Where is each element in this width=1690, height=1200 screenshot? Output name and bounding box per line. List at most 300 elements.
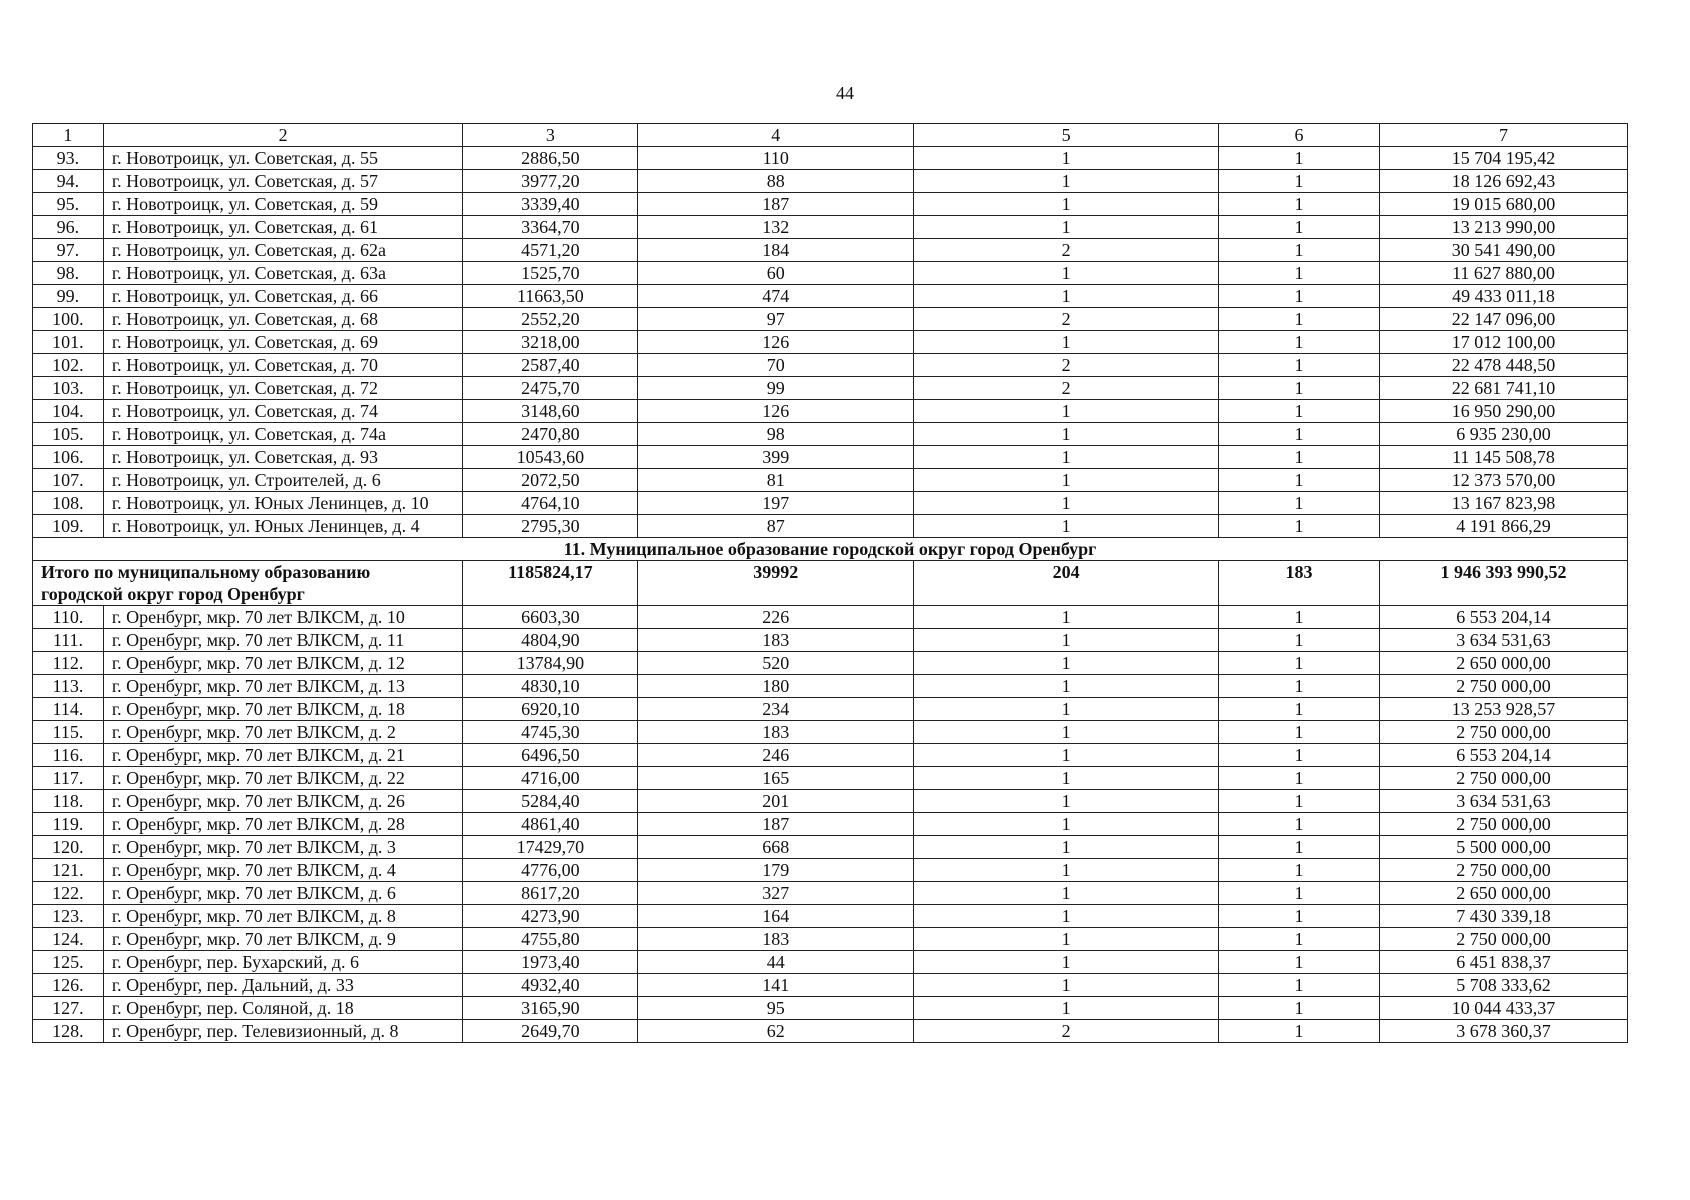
row-col-4: 98	[638, 423, 914, 446]
row-col-6: 1	[1219, 377, 1380, 400]
row-col-3: 3165,90	[463, 997, 638, 1020]
row-col-4: 95	[638, 997, 914, 1020]
row-number: 93.	[33, 147, 104, 170]
register-table	[32, 123, 1628, 1043]
row-col-4: 183	[638, 721, 914, 744]
row-col-6: 1	[1219, 744, 1380, 767]
row-col-4: 668	[638, 836, 914, 859]
row-col-3: 13784,90	[463, 652, 638, 675]
row-col-5: 1	[914, 400, 1219, 423]
row-col-3: 10543,60	[463, 446, 638, 469]
row-number: 108.	[33, 492, 104, 515]
row-col-6: 1	[1219, 974, 1380, 997]
row-col-3: 3977,20	[463, 170, 638, 193]
column-number: 2	[103, 124, 463, 147]
row-col-4: 180	[638, 675, 914, 698]
row-address: г. Новотроицк, ул. Юных Ленинцев, д. 10	[103, 492, 463, 515]
row-address: г. Оренбург, пер. Соляной, д. 18	[103, 997, 463, 1020]
row-col-7: 3 678 360,37	[1380, 1020, 1628, 1043]
row-address: г. Оренбург, пер. Телевизионный, д. 8	[103, 1020, 463, 1043]
table-row	[33, 1020, 1628, 1043]
row-address: г. Новотроицк, ул. Советская, д. 59	[103, 193, 463, 216]
row-col-4: 183	[638, 629, 914, 652]
row-number: 116.	[33, 744, 104, 767]
row-number: 95.	[33, 193, 104, 216]
row-col-3: 3364,70	[463, 216, 638, 239]
total-label: Итого по муниципальному образованию городской округ город Оренбург	[33, 561, 463, 606]
row-number: 101.	[33, 331, 104, 354]
row-col-5: 1	[914, 675, 1219, 698]
row-number: 114.	[33, 698, 104, 721]
row-number: 103.	[33, 377, 104, 400]
row-col-6: 1	[1219, 882, 1380, 905]
row-col-6: 1	[1219, 262, 1380, 285]
row-col-3: 5284,40	[463, 790, 638, 813]
row-col-7: 2 750 000,00	[1380, 767, 1628, 790]
row-number: 127.	[33, 997, 104, 1020]
row-address: г. Оренбург, мкр. 70 лет ВЛКСМ, д. 8	[103, 905, 463, 928]
row-col-6: 1	[1219, 423, 1380, 446]
row-col-5: 1	[914, 974, 1219, 997]
row-number: 119.	[33, 813, 104, 836]
row-col-7: 6 553 204,14	[1380, 606, 1628, 629]
row-number: 122.	[33, 882, 104, 905]
row-col-3: 4804,90	[463, 629, 638, 652]
row-col-7: 5 500 000,00	[1380, 836, 1628, 859]
row-col-4: 184	[638, 239, 914, 262]
row-col-4: 164	[638, 905, 914, 928]
row-col-5: 1	[914, 905, 1219, 928]
row-col-3: 17429,70	[463, 836, 638, 859]
table-row	[33, 170, 1628, 193]
row-col-7: 17 012 100,00	[1380, 331, 1628, 354]
table-row	[33, 147, 1628, 170]
row-col-4: 60	[638, 262, 914, 285]
table-row	[33, 446, 1628, 469]
table-row	[33, 492, 1628, 515]
row-address: г. Новотроицк, ул. Советская, д. 63а	[103, 262, 463, 285]
table-row	[33, 515, 1628, 538]
row-col-3: 2552,20	[463, 308, 638, 331]
row-col-4: 187	[638, 193, 914, 216]
row-col-3: 4755,80	[463, 928, 638, 951]
row-address: г. Новотроицк, ул. Советская, д. 57	[103, 170, 463, 193]
row-col-6: 1	[1219, 790, 1380, 813]
row-col-4: 226	[638, 606, 914, 629]
row-col-5: 1	[914, 836, 1219, 859]
row-address: г. Оренбург, мкр. 70 лет ВЛКСМ, д. 6	[103, 882, 463, 905]
row-address: г. Оренбург, пер. Дальний, д. 33	[103, 974, 463, 997]
row-number: 98.	[33, 262, 104, 285]
row-col-7: 16 950 290,00	[1380, 400, 1628, 423]
total-c7: 1 946 393 990,52	[1380, 561, 1628, 606]
row-address: г. Оренбург, мкр. 70 лет ВЛКСМ, д. 28	[103, 813, 463, 836]
row-number: 123.	[33, 905, 104, 928]
row-col-5: 1	[914, 882, 1219, 905]
row-address: г. Новотроицк, ул. Советская, д. 55	[103, 147, 463, 170]
row-col-5: 1	[914, 262, 1219, 285]
row-col-5: 1	[914, 469, 1219, 492]
table-row	[33, 354, 1628, 377]
row-col-3: 4861,40	[463, 813, 638, 836]
row-col-4: 234	[638, 698, 914, 721]
row-col-4: 474	[638, 285, 914, 308]
row-col-7: 13 167 823,98	[1380, 492, 1628, 515]
table-row	[33, 721, 1628, 744]
table-row	[33, 262, 1628, 285]
row-col-3: 8617,20	[463, 882, 638, 905]
row-col-5: 1	[914, 423, 1219, 446]
row-col-6: 1	[1219, 652, 1380, 675]
row-col-6: 1	[1219, 216, 1380, 239]
row-col-7: 22 147 096,00	[1380, 308, 1628, 331]
page-number: 44	[836, 83, 854, 103]
row-number: 110.	[33, 606, 104, 629]
row-col-4: 62	[638, 1020, 914, 1043]
row-col-4: 183	[638, 928, 914, 951]
table-row	[33, 652, 1628, 675]
row-number: 128.	[33, 1020, 104, 1043]
row-col-5: 1	[914, 997, 1219, 1020]
row-col-3: 4764,10	[463, 492, 638, 515]
table-row	[33, 193, 1628, 216]
row-col-7: 49 433 011,18	[1380, 285, 1628, 308]
row-col-6: 1	[1219, 469, 1380, 492]
row-col-5: 1	[914, 515, 1219, 538]
total-row	[33, 561, 1628, 606]
row-address: г. Новотроицк, ул. Советская, д. 70	[103, 354, 463, 377]
column-number: 7	[1380, 124, 1628, 147]
row-col-6: 1	[1219, 905, 1380, 928]
row-address: г. Новотроицк, ул. Строителей, д. 6	[103, 469, 463, 492]
row-address: г. Оренбург, пер. Бухарский, д. 6	[103, 951, 463, 974]
row-col-3: 2587,40	[463, 354, 638, 377]
row-address: г. Новотроицк, ул. Советская, д. 74а	[103, 423, 463, 446]
row-col-3: 1973,40	[463, 951, 638, 974]
row-number: 94.	[33, 170, 104, 193]
row-address: г. Оренбург, мкр. 70 лет ВЛКСМ, д. 4	[103, 859, 463, 882]
row-address: г. Оренбург, мкр. 70 лет ВЛКСМ, д. 10	[103, 606, 463, 629]
row-col-7: 11 627 880,00	[1380, 262, 1628, 285]
row-col-4: 187	[638, 813, 914, 836]
row-address: г. Оренбург, мкр. 70 лет ВЛКСМ, д. 18	[103, 698, 463, 721]
table-row	[33, 928, 1628, 951]
row-col-5: 1	[914, 629, 1219, 652]
row-number: 112.	[33, 652, 104, 675]
row-col-4: 132	[638, 216, 914, 239]
row-col-4: 520	[638, 652, 914, 675]
row-col-5: 1	[914, 216, 1219, 239]
table-row	[33, 951, 1628, 974]
row-col-7: 22 681 741,10	[1380, 377, 1628, 400]
row-col-3: 2795,30	[463, 515, 638, 538]
table-row	[33, 836, 1628, 859]
row-col-3: 3218,00	[463, 331, 638, 354]
row-number: 118.	[33, 790, 104, 813]
table-row	[33, 813, 1628, 836]
column-number: 5	[914, 124, 1219, 147]
row-col-6: 1	[1219, 354, 1380, 377]
row-col-4: 165	[638, 767, 914, 790]
section-title: 11. Муниципальное образование городской округ город Оренбург	[33, 538, 1628, 561]
row-col-4: 126	[638, 331, 914, 354]
row-col-4: 399	[638, 446, 914, 469]
row-col-6: 1	[1219, 285, 1380, 308]
row-col-3: 6920,10	[463, 698, 638, 721]
row-address: г. Оренбург, мкр. 70 лет ВЛКСМ, д. 26	[103, 790, 463, 813]
row-col-5: 2	[914, 377, 1219, 400]
row-col-7: 2 750 000,00	[1380, 859, 1628, 882]
row-number: 113.	[33, 675, 104, 698]
row-col-3: 2886,50	[463, 147, 638, 170]
row-col-3: 4745,30	[463, 721, 638, 744]
row-col-5: 1	[914, 446, 1219, 469]
row-address: г. Новотроицк, ул. Советская, д. 62а	[103, 239, 463, 262]
row-col-7: 30 541 490,00	[1380, 239, 1628, 262]
row-col-7: 12 373 570,00	[1380, 469, 1628, 492]
row-col-3: 6496,50	[463, 744, 638, 767]
row-col-6: 1	[1219, 997, 1380, 1020]
row-col-4: 179	[638, 859, 914, 882]
row-col-7: 5 708 333,62	[1380, 974, 1628, 997]
row-number: 96.	[33, 216, 104, 239]
row-col-5: 1	[914, 744, 1219, 767]
row-col-3: 4830,10	[463, 675, 638, 698]
row-col-5: 1	[914, 951, 1219, 974]
row-col-5: 2	[914, 239, 1219, 262]
row-col-6: 1	[1219, 308, 1380, 331]
row-col-7: 15 704 195,42	[1380, 147, 1628, 170]
row-number: 111.	[33, 629, 104, 652]
table-row	[33, 239, 1628, 262]
table-row	[33, 744, 1628, 767]
row-col-6: 1	[1219, 400, 1380, 423]
table-row	[33, 216, 1628, 239]
row-col-6: 1	[1219, 239, 1380, 262]
row-col-7: 18 126 692,43	[1380, 170, 1628, 193]
row-col-3: 6603,30	[463, 606, 638, 629]
row-col-4: 70	[638, 354, 914, 377]
row-col-6: 1	[1219, 721, 1380, 744]
row-address: г. Новотроицк, ул. Советская, д. 66	[103, 285, 463, 308]
row-col-7: 3 634 531,63	[1380, 790, 1628, 813]
row-col-5: 1	[914, 721, 1219, 744]
column-number: 1	[33, 124, 104, 147]
table-row	[33, 400, 1628, 423]
row-col-7: 10 044 433,37	[1380, 997, 1628, 1020]
row-col-7: 6 553 204,14	[1380, 744, 1628, 767]
row-number: 102.	[33, 354, 104, 377]
column-number: 6	[1219, 124, 1380, 147]
row-address: г. Новотроицк, ул. Советская, д. 61	[103, 216, 463, 239]
table-row	[33, 606, 1628, 629]
row-col-6: 1	[1219, 492, 1380, 515]
row-col-6: 1	[1219, 170, 1380, 193]
row-col-5: 1	[914, 492, 1219, 515]
row-number: 106.	[33, 446, 104, 469]
table-row	[33, 767, 1628, 790]
row-col-6: 1	[1219, 698, 1380, 721]
row-number: 109.	[33, 515, 104, 538]
row-col-3: 2072,50	[463, 469, 638, 492]
row-address: г. Оренбург, мкр. 70 лет ВЛКСМ, д. 2	[103, 721, 463, 744]
row-col-3: 4571,20	[463, 239, 638, 262]
row-col-7: 2 750 000,00	[1380, 813, 1628, 836]
total-c4: 39992	[638, 561, 914, 606]
row-col-5: 2	[914, 1020, 1219, 1043]
row-col-7: 4 191 866,29	[1380, 515, 1628, 538]
table-row	[33, 285, 1628, 308]
row-col-7: 19 015 680,00	[1380, 193, 1628, 216]
row-col-7: 6 451 838,37	[1380, 951, 1628, 974]
row-col-5: 2	[914, 308, 1219, 331]
column-number: 3	[463, 124, 638, 147]
row-col-6: 1	[1219, 767, 1380, 790]
row-address: г. Оренбург, мкр. 70 лет ВЛКСМ, д. 21	[103, 744, 463, 767]
row-col-5: 1	[914, 767, 1219, 790]
row-number: 124.	[33, 928, 104, 951]
row-col-4: 197	[638, 492, 914, 515]
total-c3: 1185824,17	[463, 561, 638, 606]
row-number: 126.	[33, 974, 104, 997]
row-col-7: 13 253 928,57	[1380, 698, 1628, 721]
row-col-6: 1	[1219, 813, 1380, 836]
row-col-4: 88	[638, 170, 914, 193]
table-row	[33, 790, 1628, 813]
table-row	[33, 377, 1628, 400]
row-col-6: 1	[1219, 606, 1380, 629]
row-address: г. Новотроицк, ул. Советская, д. 68	[103, 308, 463, 331]
row-col-7: 2 750 000,00	[1380, 721, 1628, 744]
row-number: 115.	[33, 721, 104, 744]
row-col-3: 2475,70	[463, 377, 638, 400]
row-col-4: 44	[638, 951, 914, 974]
row-col-7: 13 213 990,00	[1380, 216, 1628, 239]
section-header-row	[33, 538, 1628, 561]
row-number: 100.	[33, 308, 104, 331]
row-col-7: 2 650 000,00	[1380, 652, 1628, 675]
row-col-6: 1	[1219, 331, 1380, 354]
row-col-5: 1	[914, 859, 1219, 882]
row-col-4: 97	[638, 308, 914, 331]
row-address: г. Оренбург, мкр. 70 лет ВЛКСМ, д. 13	[103, 675, 463, 698]
row-col-7: 3 634 531,63	[1380, 629, 1628, 652]
table-row	[33, 882, 1628, 905]
row-address: г. Новотроицк, ул. Советская, д. 69	[103, 331, 463, 354]
row-col-3: 4716,00	[463, 767, 638, 790]
column-number-row	[33, 124, 1628, 147]
row-col-7: 22 478 448,50	[1380, 354, 1628, 377]
row-col-3: 3148,60	[463, 400, 638, 423]
row-col-6: 1	[1219, 859, 1380, 882]
row-col-5: 1	[914, 813, 1219, 836]
table-row	[33, 423, 1628, 446]
row-col-4: 99	[638, 377, 914, 400]
row-col-6: 1	[1219, 836, 1380, 859]
row-col-6: 1	[1219, 629, 1380, 652]
row-address: г. Оренбург, мкр. 70 лет ВЛКСМ, д. 11	[103, 629, 463, 652]
row-col-5: 1	[914, 928, 1219, 951]
table-row	[33, 469, 1628, 492]
row-col-7: 6 935 230,00	[1380, 423, 1628, 446]
row-col-4: 81	[638, 469, 914, 492]
row-col-4: 126	[638, 400, 914, 423]
row-col-5: 1	[914, 652, 1219, 675]
row-col-3: 1525,70	[463, 262, 638, 285]
row-col-3: 2470,80	[463, 423, 638, 446]
table-row	[33, 859, 1628, 882]
row-number: 99.	[33, 285, 104, 308]
row-col-5: 1	[914, 170, 1219, 193]
table-row	[33, 629, 1628, 652]
row-col-6: 1	[1219, 928, 1380, 951]
row-col-5: 1	[914, 698, 1219, 721]
row-col-5: 1	[914, 193, 1219, 216]
row-col-4: 87	[638, 515, 914, 538]
row-col-5: 1	[914, 331, 1219, 354]
table-row	[33, 308, 1628, 331]
row-col-3: 3339,40	[463, 193, 638, 216]
row-number: 121.	[33, 859, 104, 882]
row-col-7: 2 650 000,00	[1380, 882, 1628, 905]
row-col-6: 1	[1219, 1020, 1380, 1043]
row-col-3: 11663,50	[463, 285, 638, 308]
row-col-4: 246	[638, 744, 914, 767]
row-col-4: 201	[638, 790, 914, 813]
row-col-3: 4273,90	[463, 905, 638, 928]
row-address: г. Оренбург, мкр. 70 лет ВЛКСМ, д. 3	[103, 836, 463, 859]
row-col-5: 1	[914, 606, 1219, 629]
row-number: 105.	[33, 423, 104, 446]
table-row	[33, 997, 1628, 1020]
row-number: 120.	[33, 836, 104, 859]
column-number: 4	[638, 124, 914, 147]
row-col-3: 4932,40	[463, 974, 638, 997]
row-col-5: 1	[914, 285, 1219, 308]
row-address: г. Оренбург, мкр. 70 лет ВЛКСМ, д. 9	[103, 928, 463, 951]
row-address: г. Оренбург, мкр. 70 лет ВЛКСМ, д. 12	[103, 652, 463, 675]
row-col-3: 2649,70	[463, 1020, 638, 1043]
total-c5: 204	[914, 561, 1219, 606]
row-col-6: 1	[1219, 147, 1380, 170]
total-c6: 183	[1219, 561, 1380, 606]
row-address: г. Новотроицк, ул. Юных Ленинцев, д. 4	[103, 515, 463, 538]
table-row	[33, 675, 1628, 698]
row-col-4: 327	[638, 882, 914, 905]
row-col-6: 1	[1219, 951, 1380, 974]
row-address: г. Новотроицк, ул. Советская, д. 74	[103, 400, 463, 423]
row-address: г. Новотроицк, ул. Советская, д. 72	[103, 377, 463, 400]
row-number: 117.	[33, 767, 104, 790]
row-col-6: 1	[1219, 515, 1380, 538]
row-col-7: 11 145 508,78	[1380, 446, 1628, 469]
row-col-7: 2 750 000,00	[1380, 928, 1628, 951]
row-col-7: 7 430 339,18	[1380, 905, 1628, 928]
row-address: г. Оренбург, мкр. 70 лет ВЛКСМ, д. 22	[103, 767, 463, 790]
row-col-4: 110	[638, 147, 914, 170]
row-col-6: 1	[1219, 193, 1380, 216]
row-col-3: 4776,00	[463, 859, 638, 882]
row-col-5: 1	[914, 147, 1219, 170]
row-address: г. Новотроицк, ул. Советская, д. 93	[103, 446, 463, 469]
row-col-4: 141	[638, 974, 914, 997]
row-number: 104.	[33, 400, 104, 423]
row-col-7: 2 750 000,00	[1380, 675, 1628, 698]
row-col-5: 2	[914, 354, 1219, 377]
table-row	[33, 905, 1628, 928]
row-col-6: 1	[1219, 446, 1380, 469]
table-row	[33, 698, 1628, 721]
